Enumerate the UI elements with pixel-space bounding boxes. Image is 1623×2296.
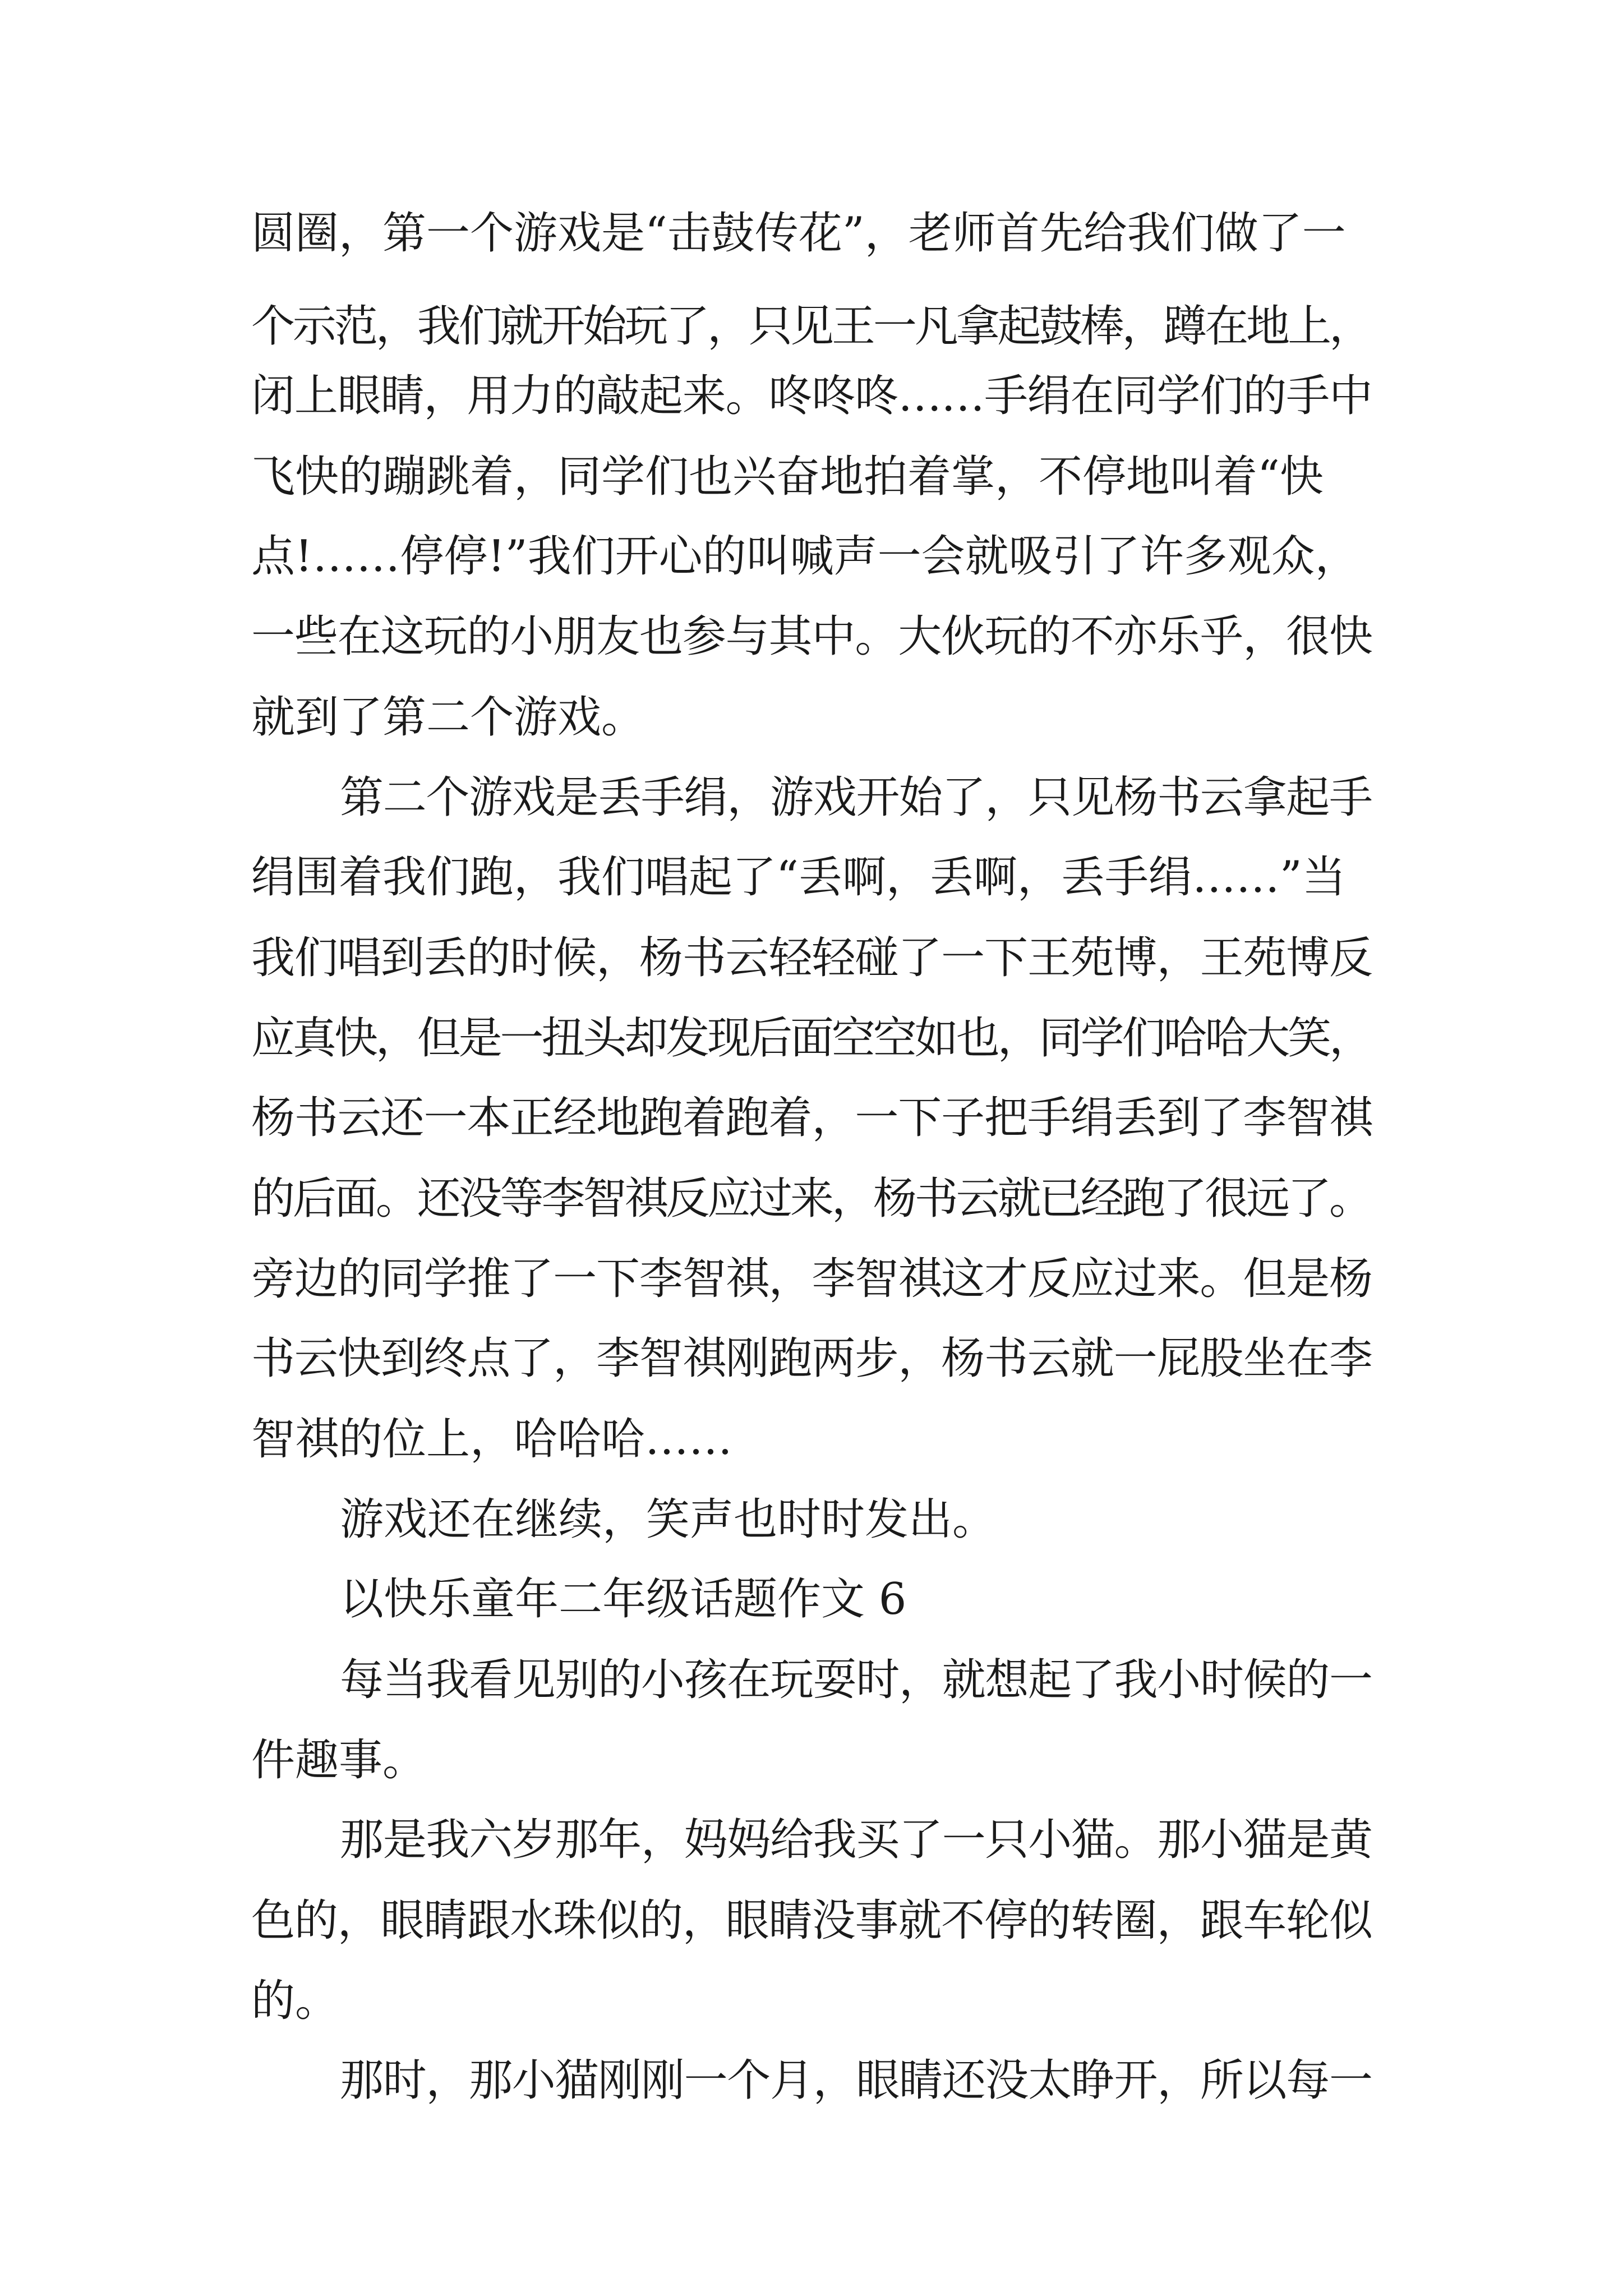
text-line: 闭上眼睛，用力的敲起来。咚咚咚……手绢在同学们的手中 xyxy=(251,371,1372,421)
text-line: 书云快到终点了，李智祺刚跑两步，杨书云就一屁股坐在李 xyxy=(251,1333,1372,1384)
text-line: 杨书云还一本正经地跑着跑着，一下子把手绢丢到了李智祺 xyxy=(251,1093,1372,1143)
text-line: 色的，眼睛跟水珠似的，眼睛没事就不停的转圈，跟车轮似 xyxy=(251,1895,1372,1946)
text-line: 旁边的同学推了一下李智祺，李智祺这才反应过来。但是杨 xyxy=(251,1254,1372,1304)
text-line: 第二个游戏是丢手绢，游戏开始了，只见杨书云拿起手 xyxy=(340,772,1372,823)
text-line: 我们唱到丢的时候，杨书云轻轻碰了一下王苑博，王苑博反 xyxy=(251,933,1372,983)
text-line: 的。 xyxy=(251,1976,339,2026)
text-line: 圆圈，第一个游戏是“击鼓传花”，老师首先给我们做了一 xyxy=(251,208,1346,259)
text-line: 那是我六岁那年，妈妈给我买了一只小猫。那小猫是黄 xyxy=(340,1815,1372,1865)
text-line: 件趣事。 xyxy=(251,1735,427,1786)
text-line: 绢围着我们跑，我们唱起了“丢啊，丢啊，丢手绢……”当 xyxy=(251,852,1346,903)
text-line: 一些在这玩的小朋友也参与其中。大伙玩的不亦乐乎，很快 xyxy=(251,611,1372,662)
text-line: 就到了第二个游戏。 xyxy=(251,692,645,743)
text-line: 智祺的位上，哈哈哈…… xyxy=(251,1414,733,1465)
text-line: 应真快，但是一扭头却发现后面空空如也，同学们哈哈大笑， xyxy=(251,1013,1371,1064)
text-line: 那时，那小猫刚刚一个月，眼睛还没太睁开，所以每一 xyxy=(340,2055,1372,2106)
section-heading: 以快乐童年二年级话题作文 6 xyxy=(340,1574,907,1625)
text-line: 的后面。还没等李智祺反应过来，杨书云就已经跑了很远了。 xyxy=(251,1174,1371,1224)
text-line: 点!……停停!”我们开心的叫喊声一会就吸引了许多观众， xyxy=(251,531,1359,582)
text-line: 每当我看见别的小孩在玩耍时，就想起了我小时候的一 xyxy=(340,1655,1372,1705)
text-line: 飞快的蹦跳着，同学们也兴奋地拍着掌，不停地叫着“快 xyxy=(251,452,1324,502)
text-line: 游戏还在继续，笑声也时时发出。 xyxy=(340,1494,997,1545)
text-line: 个示范，我们就开始玩了，只见王一凡拿起鼓棒，蹲在地上， xyxy=(251,301,1371,352)
